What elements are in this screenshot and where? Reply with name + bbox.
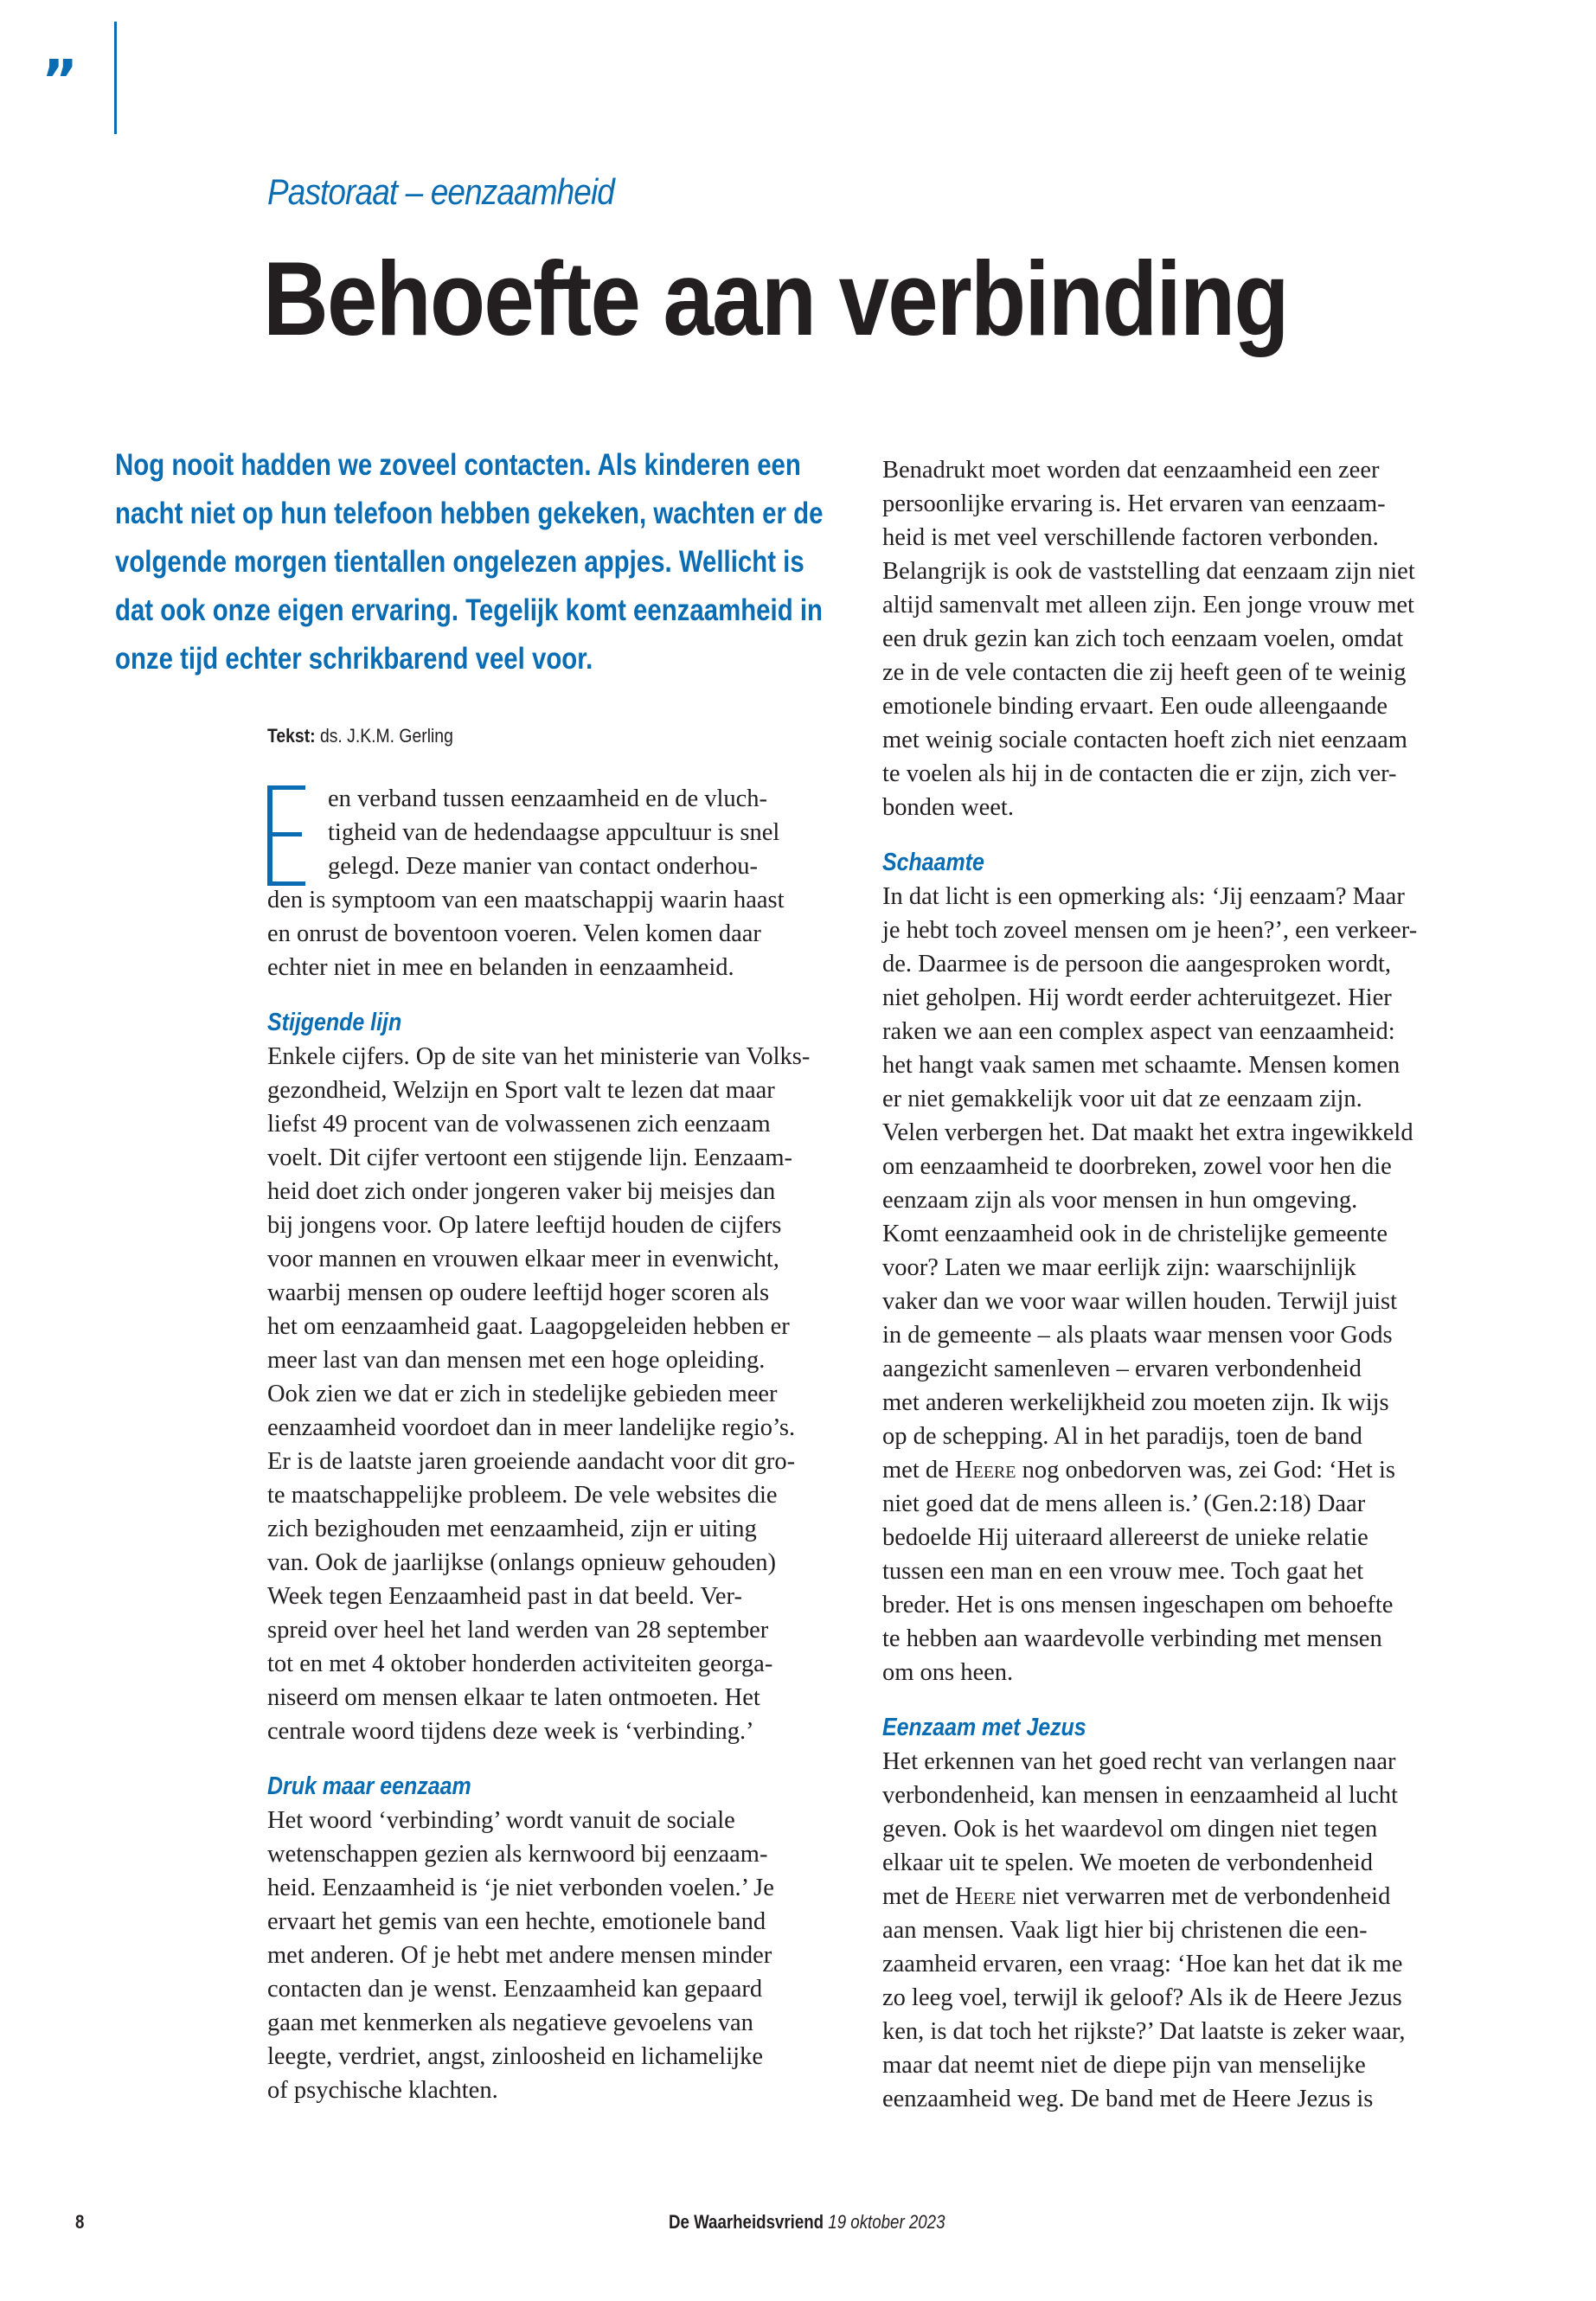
text-line: om ons heen. bbox=[882, 1659, 1014, 1686]
text-line: gaan met kenmerken als negatieve gevoelens van bbox=[267, 2009, 753, 2036]
article-title: Behoefte aan verbinding bbox=[263, 240, 1288, 357]
text-line: te maatschappelijke probleem. De vele websites die bbox=[267, 1482, 778, 1509]
text-line: Het erkennen van het goed recht van verlangen naar bbox=[882, 1748, 1396, 1775]
article-intro bbox=[115, 441, 876, 683]
text-line: niseerd om mensen elkaar te laten ontmoeten. Het bbox=[267, 1684, 760, 1711]
text-line: spreid over heel het land werden van 28 september bbox=[267, 1617, 769, 1644]
byline-author: ds. J.K.M. Gerling bbox=[319, 725, 453, 747]
text-line: Komt eenzaamheid ook in de christelijke gemeente bbox=[882, 1221, 1388, 1247]
text-line: Benadrukt moet worden dat eenzaamheid een zeer bbox=[882, 457, 1380, 484]
text-line: raken we aan een complex aspect van eenzaamheid: bbox=[882, 1018, 1395, 1045]
text-line: verbondenheid, kan mensen in eenzaamheid al lucht bbox=[882, 1782, 1398, 1809]
page-number: 8 bbox=[75, 2211, 85, 2233]
text-line: eenzaam zijn als voor mensen in hun omgeving. bbox=[882, 1187, 1358, 1214]
vertical-rule bbox=[114, 22, 117, 134]
text-line: en verband tussen eenzaamheid en de vluch- bbox=[328, 785, 768, 812]
text-line: altijd samenvalt met alleen zijn. Een jonge vrouw met bbox=[882, 592, 1414, 619]
text-line: zaamheid ervaren, een vraag: ‘Hoe kan het dat ik me bbox=[882, 1951, 1403, 1977]
text-line: aangezicht samenleven – ervaren verbondenheid bbox=[882, 1356, 1362, 1382]
text-line: bedoelde Hij uiteraard allereerst de unieke relatie bbox=[882, 1524, 1368, 1551]
text-line: tigheid van de hedendaagse appcultuur is snel bbox=[328, 819, 780, 846]
text-line: liefst 49 procent van de volwassenen zich eenzaam bbox=[267, 1111, 771, 1138]
text-line: centrale woord tijdens deze week is ‘verbinding.’ bbox=[267, 1718, 754, 1745]
text-line: breder. Het is ons mensen ingeschapen om behoefte bbox=[882, 1592, 1394, 1618]
text-line: met weinig sociale contacten hoeft zich niet eenzaam bbox=[882, 727, 1407, 753]
footer-publication bbox=[669, 2211, 945, 2234]
text-line: elkaar uit te spelen. We moeten de verbondenheid bbox=[882, 1849, 1373, 1876]
text-line: en onrust de boventoon voeren. Velen komen daar bbox=[267, 920, 761, 947]
text-line: Ook zien we dat er zich in stedelijke gebieden meer bbox=[267, 1381, 778, 1407]
dropcap-letter-e bbox=[267, 782, 317, 889]
text-line: het hangt vaak samen met schaamte. Mensen komen bbox=[882, 1052, 1401, 1079]
text-line: Velen verbergen het. Dat maakt het extra ingewikkeld bbox=[882, 1119, 1413, 1146]
text-line: te hebben aan waardevolle verbinding met mensen bbox=[882, 1625, 1382, 1652]
text-line: persoonlijke ervaring is. Het ervaren van eenzaam- bbox=[882, 490, 1386, 517]
text-line: om eenzaamheid te doorbreken, zowel voor hen die bbox=[882, 1153, 1392, 1180]
quote-mark-icon: ” bbox=[42, 49, 74, 113]
text-line: gezondheid, Welzijn en Sport valt te lezen dat maar bbox=[267, 1077, 775, 1104]
text-line: eenzaamheid weg. De band met de Heere Jezus is bbox=[882, 2086, 1374, 2112]
text-line: contacten dan je wenst. Eenzaamheid kan gepaard bbox=[267, 1976, 763, 2003]
text-line: meer last van dan mensen met een hoge opleiding. bbox=[267, 1347, 766, 1374]
section-heading: Druk maar eenzaam bbox=[267, 1772, 471, 1800]
text-line: voelt. Dit cijfer vertoont een stijgende lijn. Eenzaam- bbox=[267, 1144, 792, 1171]
text-line: met anderen werkelijkheid zou moeten zijn. Ik wijs bbox=[882, 1389, 1389, 1416]
text-line: echter niet in mee en belanden in eenzaamheid. bbox=[267, 954, 734, 981]
text-line: ze in de vele contacten die zij heeft geen of te weinig bbox=[882, 659, 1407, 686]
section-body bbox=[882, 880, 1453, 1453]
section-body bbox=[267, 1040, 830, 1748]
text-line: een druk gezin kan zich toch eenzaam voelen, omdat bbox=[882, 625, 1404, 652]
text-line: met de Heere niet verwarren met de verbondenheid bbox=[882, 1883, 1391, 1910]
text-line: er niet gemakkelijk voor uit dat ze eenzaam zijn. bbox=[882, 1086, 1362, 1112]
text-line: leegte, verdriet, angst, zinloosheid en lichamelijke bbox=[267, 2043, 763, 2070]
text-line: of psychische klachten. bbox=[267, 2077, 498, 2104]
text-line: waarbij mensen op oudere leeftijd hoger scoren als bbox=[267, 1279, 770, 1306]
text-line: Belangrijk is ook de vaststelling dat eenzaam zijn niet bbox=[882, 558, 1415, 585]
intro-line: Nog nooit hadden we zoveel contacten. Als kinderen een bbox=[115, 448, 801, 482]
text-line: bij jongens voor. Op latere leeftijd houden de cijfers bbox=[267, 1212, 782, 1239]
text-line: aan mensen. Vaak ligt hier bij christenen die een- bbox=[882, 1917, 1368, 1944]
text-line: tot en met 4 oktober honderden activiteiten georga- bbox=[267, 1650, 773, 1677]
section-body bbox=[882, 1745, 1453, 1880]
text-line: heid is met veel verschillende factoren verbonden. bbox=[882, 524, 1379, 551]
text-line: zich bezighouden met eenzaamheid, zijn er uiting bbox=[267, 1516, 757, 1542]
section-heading: Schaamte bbox=[882, 849, 984, 876]
text-line: te voelen als hij in de contacten die er zijn, zich ver- bbox=[882, 760, 1397, 787]
text-line: van. Ook de jaarlijkse (onlangs opnieuw gehouden) bbox=[267, 1549, 777, 1576]
section-heading: Stijgende lijn bbox=[267, 1009, 402, 1036]
text-line: Het woord ‘verbinding’ wordt vanuit de sociale bbox=[267, 1807, 735, 1834]
text-line: tussen een man en een vrouw mee. Toch gaat het bbox=[882, 1558, 1364, 1585]
paragraph bbox=[882, 453, 1453, 824]
text-line: ken, is dat toch het rijkste?’ Dat laatste is zeker waar, bbox=[882, 2018, 1406, 2045]
text-line: wetenschappen gezien als kernwoord bij eenzaam- bbox=[267, 1841, 768, 1868]
text-line: bonden weet. bbox=[882, 794, 1014, 821]
text-line: niet goed dat de mens alleen is.’ (Gen.2:18) Daar bbox=[882, 1490, 1366, 1517]
text-line: voor? Laten we maar eerlijk zijn: waarschijnlijk bbox=[882, 1254, 1356, 1281]
text-line: heid doet zich onder jongeren vaker bij meisjes dan bbox=[267, 1178, 776, 1205]
text-line: in de gemeente – als plaats waar mensen voor Gods bbox=[882, 1322, 1393, 1349]
publication-date: 19 oktober 2023 bbox=[828, 2211, 945, 2233]
text-line: den is symptoom van een maatschappij waarin haast bbox=[267, 887, 785, 913]
intro-line: onze tijd echter schrikbarend veel voor. bbox=[115, 642, 593, 676]
text-line: met de Heere nog onbedorven was, zei God: ‘Het is bbox=[882, 1457, 1395, 1484]
intro-line: dat ook onze eigen ervaring. Tegelijk komt eenzaamheid in bbox=[115, 593, 823, 627]
text-line: voor mannen en vrouwen elkaar meer in evenwicht, bbox=[267, 1246, 779, 1272]
intro-line: nacht niet op hun telefoon hebben gekeken, wachten er de bbox=[115, 497, 824, 530]
text-line: je hebt toch zoveel mensen om je heen?’, een verkeer- bbox=[882, 917, 1418, 944]
text-line: Enkele cijfers. Op de site van het ministerie van Volks- bbox=[267, 1043, 811, 1070]
text-line: op de schepping. Al in het paradijs, toen de band bbox=[882, 1423, 1362, 1450]
section-body bbox=[267, 1804, 830, 2107]
text-line: Week tegen Eenzaamheid past in dat beeld. Ver- bbox=[267, 1583, 742, 1610]
text-line: met anderen. Of je hebt met andere mensen minder bbox=[267, 1942, 772, 1969]
text-line: vaker dan we voor waar willen houden. Terwijl juist bbox=[882, 1288, 1398, 1315]
intro-line: volgende morgen tientallen ongelezen appjes. Wellicht is bbox=[115, 545, 804, 579]
text-line: de. Daarmee is de persoon die aangesproken wordt, bbox=[882, 951, 1391, 977]
text-line: Er is de laatste jaren groeiende aandacht voor dit gro- bbox=[267, 1448, 796, 1475]
text-line: niet geholpen. Hij wordt eerder achteruitgezet. Hier bbox=[882, 984, 1392, 1011]
text-line: heid. Eenzaamheid is ‘je niet verbonden voelen.’ Je bbox=[267, 1875, 774, 1901]
text-line: gelegd. Deze manier van contact onderhou- bbox=[328, 853, 758, 880]
publication-name: De Waarheidsvriend bbox=[669, 2211, 824, 2233]
text-line: emotionele binding ervaart. Een oude alleengaande bbox=[882, 693, 1388, 720]
text-line: eenzaamheid voordoet dan in meer landelijke regio’s. bbox=[267, 1414, 796, 1441]
text-line: het om eenzaamheid gaat. Laagopgeleiden hebben er bbox=[267, 1313, 790, 1340]
opening-paragraph bbox=[267, 782, 830, 984]
byline-label: Tekst: bbox=[267, 725, 316, 747]
text-line: zo leeg voel, terwijl ik geloof? Als ik de Heere Jezus bbox=[882, 1984, 1402, 2011]
text-line: geven. Ook is het waardevol om dingen niet tegen bbox=[882, 1816, 1378, 1843]
left-column bbox=[267, 782, 830, 2107]
section-kicker: Pastoraat – eenzaamheid bbox=[267, 171, 614, 212]
right-column bbox=[882, 453, 1453, 2116]
text-line: ervaart het gemis van een hechte, emotionele band bbox=[267, 1908, 766, 1935]
text-line: maar dat neemt niet de diepe pijn van menselijke bbox=[882, 2052, 1366, 2079]
text-line: In dat licht is een opmerking als: ‘Jij eenzaam? Maar bbox=[882, 883, 1405, 910]
byline bbox=[267, 725, 453, 747]
section-heading: Eenzaam met Jezus bbox=[882, 1714, 1086, 1741]
